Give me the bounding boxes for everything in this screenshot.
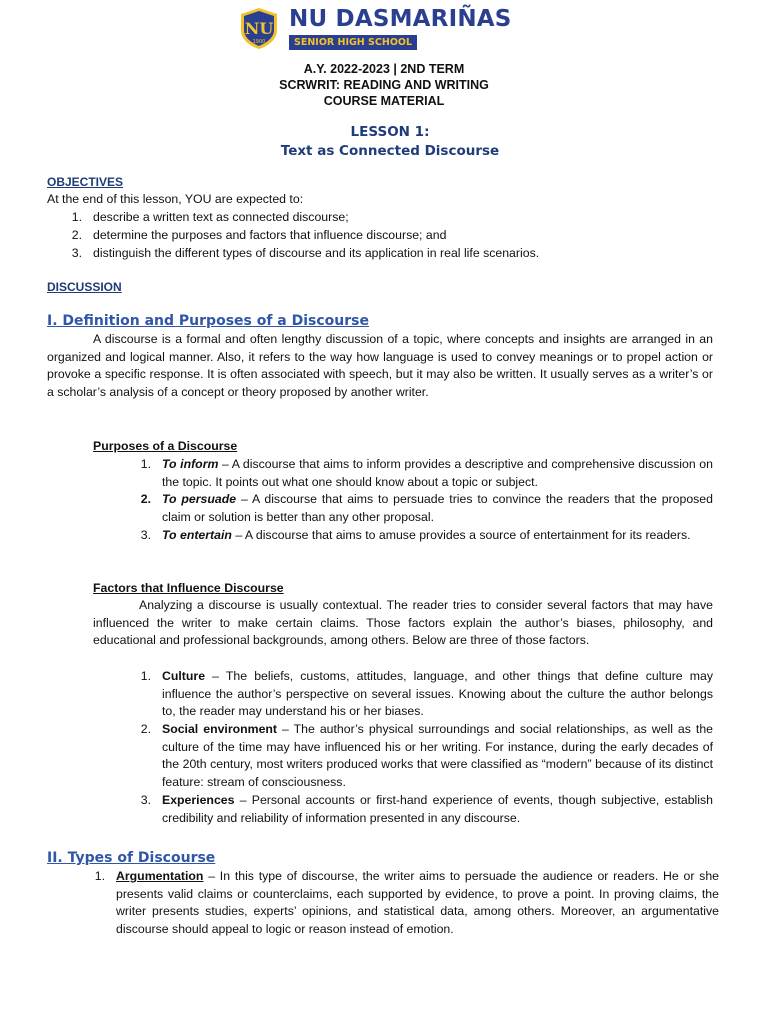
school-seal-icon [237, 6, 281, 50]
purposes-heading: Purposes of a Discourse [93, 439, 238, 453]
purpose-number: 3. [140, 528, 151, 542]
purpose-term: To entertain [162, 528, 232, 542]
factor-item [131, 668, 713, 722]
purpose-text: – A discourse that aims to inform provides a descriptive and comprehensive discussion on the topic. It points out what one should know about a topic or subject. [162, 457, 713, 489]
brand-block [289, 6, 512, 50]
factor-number: 3. [140, 793, 151, 807]
purpose-number: 2. [140, 492, 151, 506]
course-code-line: SCRWRIT: READING AND WRITING [279, 78, 489, 92]
factor-body [162, 792, 713, 827]
brand-name: NU DASMARIÑAS [289, 6, 512, 32]
objectives-intro: At the end of this lesson, YOU are expected to: [47, 192, 304, 206]
purpose-body [162, 491, 713, 526]
factor-body [162, 668, 713, 721]
factor-term: Culture [162, 669, 206, 683]
factor-item [131, 721, 713, 793]
purpose-item [131, 527, 713, 563]
school-logo [237, 6, 512, 50]
purpose-number: 1. [140, 457, 151, 471]
seal-year: 1900 [252, 39, 266, 45]
factor-text: – The author’s physical surroundings and social relationships, as well as the culture of the time may have influenced his or her writing. For instance, during the early decades of the 20th century, most writers produced works that were classified as “modern” because of its distinct feature: stream of consciousness. [162, 722, 714, 790]
objective-number: 1. [71, 210, 82, 224]
type-text: – In this type of discourse, the writer aims to persuade the audience or readers. He or she presents valid claims or counterclaims, each supported by evidence, to prove a point. In proving claims, the writer presents studies, experts’ opinions, and statistical data, among others. Moreover, an argumentative discourse should appeal to logic or reason instead of emotion. [116, 869, 719, 937]
factor-term: Social environment [162, 722, 278, 736]
purpose-text: – A discourse that aims to amuse provides a source of entertainment for its readers. [231, 528, 691, 542]
purpose-item [131, 456, 713, 492]
factor-body [162, 721, 713, 792]
objective-number: 3. [71, 246, 82, 260]
type-number: 1. [94, 869, 105, 883]
lesson-label: LESSON 1: [350, 124, 430, 140]
objective-text: determine the purposes and factors that influence discourse; and [93, 228, 447, 242]
factor-text: – Personal accounts or first-hand experience of events, though subjective, establish credibility and reliability of information presented in any discourse. [162, 793, 713, 825]
section-types-title: II. Types of Discourse [47, 850, 216, 866]
section-definition-title: I. Definition and Purposes of a Discourse [47, 313, 369, 329]
course-material-line: COURSE MATERIAL [323, 94, 445, 108]
brand-subtitle: SENIOR HIGH SCHOOL [289, 35, 417, 50]
factor-number: 1. [140, 669, 151, 683]
purpose-item [131, 491, 713, 527]
type-body [116, 868, 719, 939]
type-term: Argumentation [116, 869, 204, 883]
factor-text: – The beliefs, customs, attitudes, language, and other things that define culture may influence the author’s perspective on several issues. Knowing about the culture the author belongs to, the reader may understand his or her biases. [162, 669, 713, 719]
factors-heading: Factors that Influence Discourse [93, 581, 284, 595]
discussion-heading: DISCUSSION [47, 280, 122, 294]
purpose-term: To persuade [162, 492, 237, 506]
objective-number: 2. [71, 228, 82, 242]
definition-paragraph: A discourse is a formal and often lengthy discussion of a topic, where concepts and insights are arranged in an organized and logical manner. Also, it refers to the way how language is used to convey meanings or to propel action or provoke a specific response. It is often associated with speech, but it may also be written. It usually serves as a writer’s or a scholar’s analysis of a concept or theory proposed by another writer. [47, 332, 713, 400]
academic-year-line: A.Y. 2022-2023 | 2ND TERM [303, 62, 465, 76]
objective-text: distinguish the different types of discourse and its application in real life scenarios. [93, 246, 540, 260]
factor-item [131, 792, 713, 828]
lesson-title: Text as Connected Discourse [280, 143, 500, 159]
factor-number: 2. [140, 722, 151, 736]
discourse-type-item [85, 868, 719, 958]
factor-term: Experiences [162, 793, 235, 807]
purpose-body [162, 456, 713, 491]
objective-text: describe a written text as connected discourse; [93, 210, 349, 224]
factors-intro: Analyzing a discourse is usually contextual. The reader tries to consider several factors that may have influenced the writer to make certain claims. Those factors explain the author’s biases, philosophy, and educational and professional backgrounds, among others. Below are three of those factors. [93, 598, 713, 648]
purpose-text: – A discourse that aims to persuade tries to convince the readers that the proposed claim or solution is better than any other proposal. [162, 492, 713, 524]
objectives-heading: OBJECTIVES [47, 175, 124, 189]
purpose-term: To inform [162, 457, 219, 471]
seal-letters: NU [244, 19, 274, 38]
purpose-body [162, 527, 713, 545]
